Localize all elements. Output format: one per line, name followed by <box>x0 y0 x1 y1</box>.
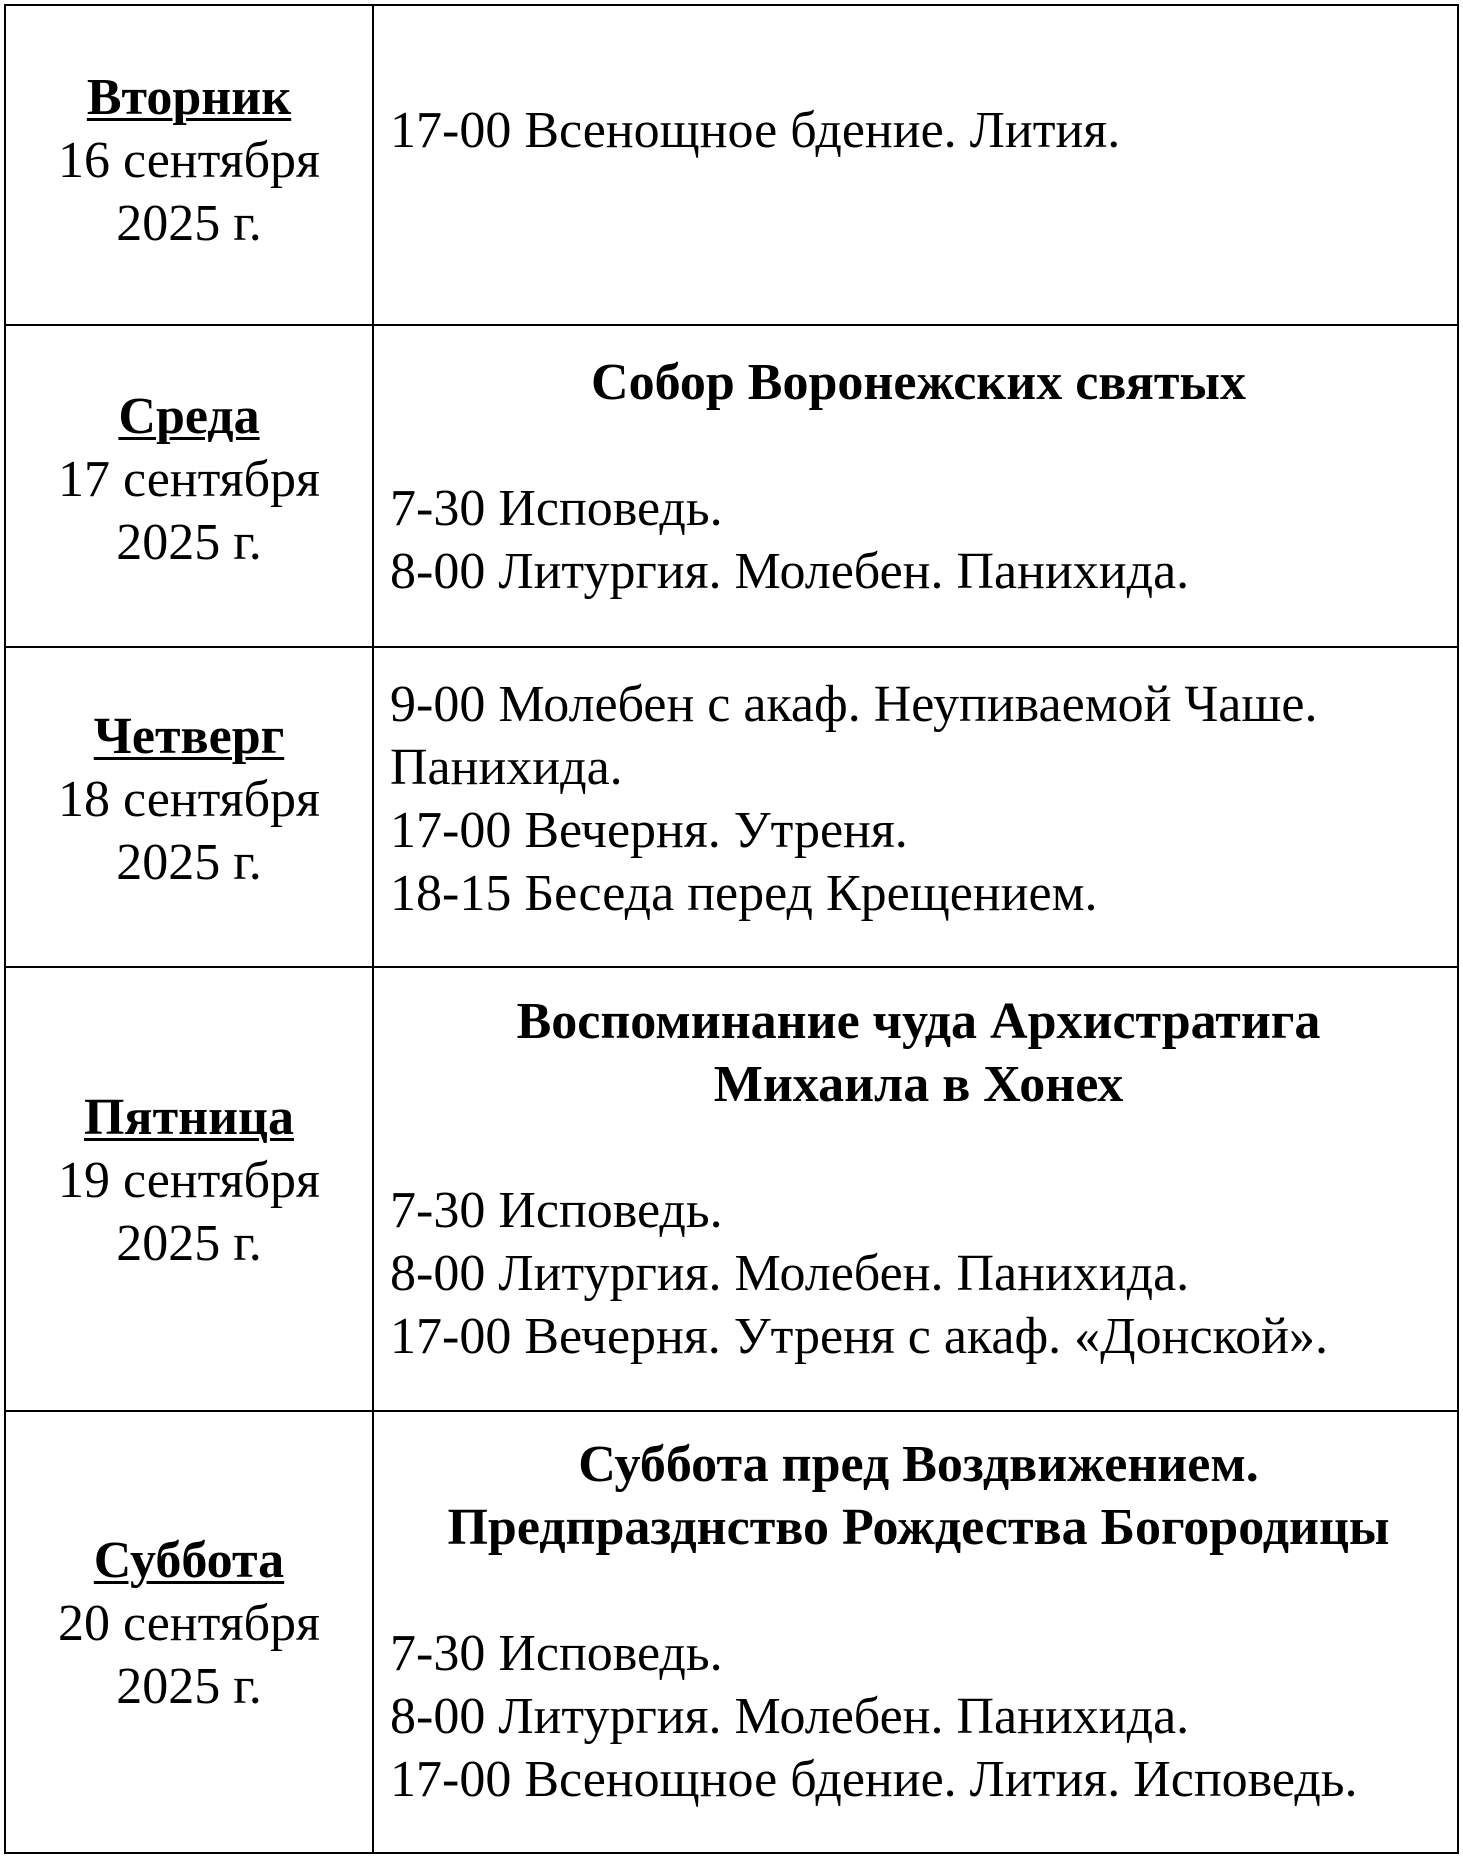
services-cell <box>373 967 1458 1411</box>
services-cell <box>373 325 1458 647</box>
service-line: Панихида. <box>390 739 623 796</box>
services-cell <box>373 5 1458 325</box>
service-line: 7-30 Исповедь. <box>390 480 723 537</box>
day-date: 20 сентября <box>58 1594 320 1652</box>
day-name: Вторник <box>86 68 292 126</box>
day-name: Четверг <box>93 707 285 765</box>
service-line: 17-00 Вечерня. Утреня. <box>390 802 908 859</box>
service-line: 18-15 Беседа перед Крещением. <box>390 865 1098 922</box>
services-cell <box>373 1411 1458 1853</box>
service-line: 17-00 Всенощное бдение. Лития. Исповедь. <box>390 1751 1358 1808</box>
service-line: 7-30 Исповедь. <box>390 1625 723 1682</box>
spacer <box>390 1559 1447 1622</box>
day-date: 19 сентября <box>58 1151 320 1209</box>
service-line: 17-00 Всенощное бдение. Лития. <box>390 101 1121 159</box>
day-year: 2025 г. <box>116 1657 262 1715</box>
day-year: 2025 г. <box>116 833 262 891</box>
service-line: 8-00 Литургия. Молебен. Панихида. <box>390 543 1190 600</box>
day-year: 2025 г. <box>116 513 262 571</box>
service-line: 7-30 Исповедь. <box>390 1182 723 1239</box>
feast-title: Воспоминание чуда Архистратига <box>516 993 1321 1050</box>
feast-title: Собор Воронежских святых <box>591 354 1246 411</box>
service-line: 17-00 Вечерня. Утреня с акаф. «Донской». <box>390 1308 1329 1365</box>
services-cell <box>373 647 1458 967</box>
day-name: Пятница <box>83 1088 294 1146</box>
feast-title: Михаила в Хонех <box>713 1056 1124 1113</box>
service-line: 8-00 Литургия. Молебен. Панихида. <box>390 1245 1190 1302</box>
table-row <box>5 325 1458 647</box>
day-year: 2025 г. <box>116 1214 262 1272</box>
table-row <box>5 647 1458 967</box>
day-cell <box>5 967 373 1411</box>
schedule-table <box>4 4 1459 1854</box>
day-year: 2025 г. <box>116 194 262 252</box>
spacer <box>390 1116 1447 1179</box>
day-cell <box>5 647 373 967</box>
day-cell <box>5 1411 373 1853</box>
day-date: 17 сентября <box>58 450 320 508</box>
day-cell <box>5 5 373 325</box>
day-cell <box>5 325 373 647</box>
table-row <box>5 5 1458 325</box>
day-name: Среда <box>118 387 260 445</box>
day-name: Суббота <box>93 1531 285 1589</box>
spacer <box>390 414 1447 477</box>
day-date: 16 сентября <box>58 131 320 189</box>
table-row <box>5 967 1458 1411</box>
day-date: 18 сентября <box>58 770 320 828</box>
service-line: 9-00 Молебен с акаф. Неупиваемой Чаше. <box>390 676 1318 733</box>
feast-title: Предпразднство Рождества Богородицы <box>447 1499 1390 1556</box>
service-line: 8-00 Литургия. Молебен. Панихида. <box>390 1688 1190 1745</box>
feast-title: Суббота пред Воздвижением. <box>578 1436 1259 1493</box>
table-row <box>5 1411 1458 1853</box>
